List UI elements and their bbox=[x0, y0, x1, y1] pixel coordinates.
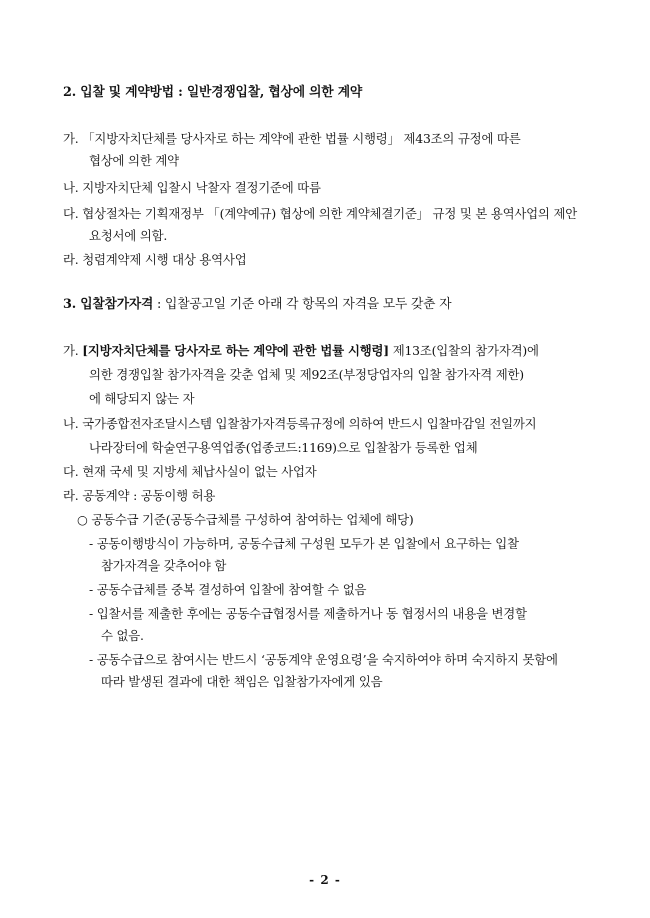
section-3-dash-3-line1: - 입찰서를 제출한 후에는 공동수급협정서를 제출하거나 동 협정서의 내용을 변경할 bbox=[89, 606, 527, 621]
section-3-dash-4-line2: 따라 발생된 결과에 대한 책임은 입찰참가자에게 있음 bbox=[101, 674, 383, 689]
section-3-heading-rest: : 입찰공고일 기준 아래 각 항목의 자격을 모두 갖춘 자 bbox=[153, 297, 452, 312]
section-3-item-ga-bold: [지방자치단체를 당사자로 하는 계약에 관한 법률 시행령] bbox=[82, 343, 389, 358]
section-3-item-ga-rest: 제13조(입찰의 참가자격)에 bbox=[388, 343, 539, 358]
section-2-heading: 2. 입찰 및 계약방법 : 일반경쟁입찰, 협상에 의한 계약 bbox=[63, 85, 363, 100]
section-3-dash-1-line1: - 공동이행방식이 가능하며, 공동수급체 구성원 모두가 본 입찰에서 요구하는 입찰 bbox=[89, 536, 519, 551]
section-3-dash-3-line2: 수 없음. bbox=[101, 628, 144, 643]
section-3-item-ga-line2: 의한 경쟁입찰 참가자격을 갖춘 업체 및 제92조(부정당업자의 입찰 참가자격 제한) bbox=[89, 367, 524, 382]
page-number: - 2 - bbox=[309, 873, 341, 887]
section-3-dash-1-line2: 참가자격을 갖추어야 함 bbox=[101, 558, 227, 573]
section-3-heading bbox=[63, 297, 451, 313]
section-3-item-na-line1: 나. 국가종합전자조달시스템 입찰참가자격등록규정에 의하여 반드시 입찰마감일 전일까지 bbox=[63, 416, 537, 431]
section-3-circle-item: ○ 공동수급 기준(공동수급체를 구성하여 참여하는 업체에 해당) bbox=[77, 512, 414, 527]
section-2-item-ga-line1: 가. 「지방자치단체를 당사자로 하는 계약에 관한 법률 시행령」 제43조의 규정에 따른 bbox=[63, 131, 521, 146]
section-3-heading-label: 3. 입찰참가자격 bbox=[63, 297, 154, 312]
section-3-item-na-line2: 나라장터에 학술연구용역업종(업종코드:1169)으로 입찰참가 등록한 업체 bbox=[89, 440, 478, 455]
section-3-item-da: 다. 현재 국세 및 지방세 체납사실이 없는 사업자 bbox=[63, 464, 317, 479]
section-3-dash-4-line1: - 공동수급으로 참여시는 반드시 ‘공동계약 운영요령’을 숙지하여야 하며 숙지하지 못함에 bbox=[89, 652, 558, 667]
section-3-item-ga-line3: 에 해당되지 않는 자 bbox=[89, 391, 195, 406]
section-3-item-ga-prefix: 가. bbox=[63, 343, 83, 358]
section-2-item-ga-line2: 협상에 의한 계약 bbox=[89, 153, 179, 168]
section-3-item-ra: 라. 공동계약 : 공동이행 허용 bbox=[63, 488, 216, 503]
section-3-item-ga-line1 bbox=[63, 343, 539, 359]
section-2-item-da-line2: 요청서에 의함. bbox=[89, 228, 168, 243]
section-2-item-na: 나. 지방자치단체 입찰시 낙찰자 결정기준에 따름 bbox=[63, 180, 321, 195]
section-2-item-ra: 라. 청렴계약제 시행 대상 용역사업 bbox=[63, 252, 247, 267]
section-2-item-da-line1: 다. 협상절차는 기획재정부 「(계약예규) 협상에 의한 계약체결기준」 규정 및 본 용역사업의 제안 bbox=[63, 206, 577, 221]
section-3-dash-2: - 공동수급체를 중복 결성하여 입찰에 참여할 수 없음 bbox=[89, 582, 367, 597]
